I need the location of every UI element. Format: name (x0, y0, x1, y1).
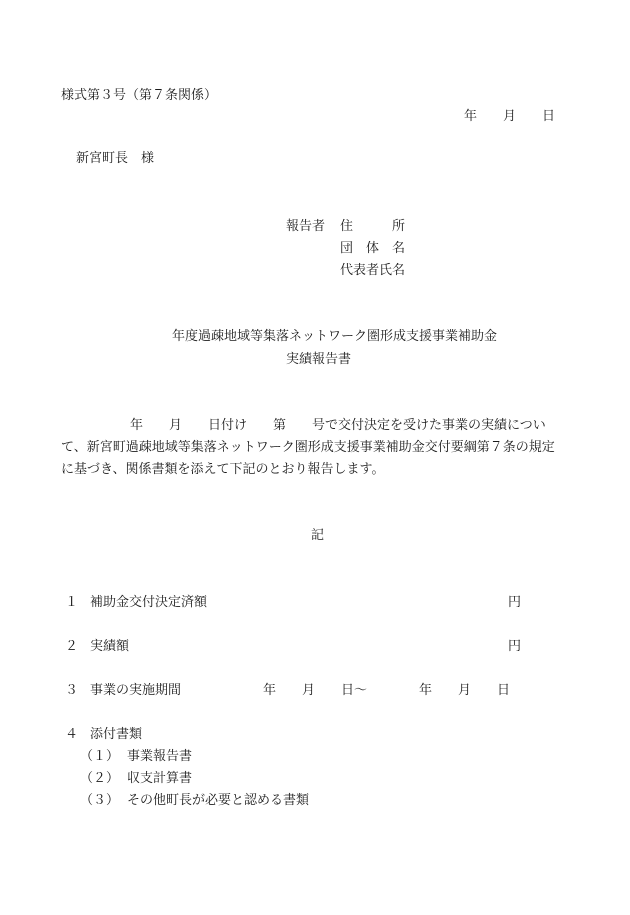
item-label-period: 事業の実施期間 (90, 683, 182, 698)
attachment-number: （３） (80, 793, 120, 808)
item-number: ３ (65, 683, 79, 698)
item-label-actual-amount: 実績額 (90, 639, 130, 654)
attachment-number: （２） (80, 771, 120, 786)
body-text-line3: に基づき、関係書類を添えて下記のとおり報告します。 (61, 462, 385, 477)
attachment-label: 収支計算書 (127, 771, 193, 786)
item-unit-yen: 円 (508, 639, 522, 654)
document-title-line1: 年度過疎地域等集落ネットワーク圏形成支援事業補助金 (172, 329, 498, 344)
attachment-label: その他町長が必要と認める書類 (127, 793, 310, 808)
date-line: 年 月 日 (464, 109, 556, 124)
form-number: 様式第３号（第７条関係） (61, 88, 218, 103)
address-label: 住 所 (340, 219, 406, 234)
ki-heading: 記 (311, 528, 325, 543)
item-label-subsidy-amount: 補助金交付決定済額 (90, 595, 208, 610)
attachment-label: 事業報告書 (127, 749, 193, 764)
body-text-line2: て、新宮町過疎地域等集落ネットワーク圏形成支援事業補助金交付要綱第７条の規定 (61, 440, 555, 455)
organization-label: 団 体 名 (340, 241, 406, 256)
item-unit-yen: 円 (508, 595, 522, 610)
body-text-line1: 年 月 日付け 第 号で交付決定を受けた事業の実績につい (130, 418, 546, 433)
item-label-attachments: 添付書類 (90, 727, 143, 742)
representative-label: 代表者氏名 (340, 263, 406, 278)
addressee: 新宮町長 様 (76, 151, 155, 166)
item-period-range: 年 月 日～ 年 月 日 (263, 683, 511, 698)
item-number: ２ (65, 639, 79, 654)
attachment-number: （１） (80, 749, 120, 764)
item-number: ４ (65, 727, 79, 742)
reporter-label: 報告者 (286, 219, 326, 234)
document-title-line2: 実績報告書 (286, 352, 352, 367)
item-number: １ (65, 595, 79, 610)
